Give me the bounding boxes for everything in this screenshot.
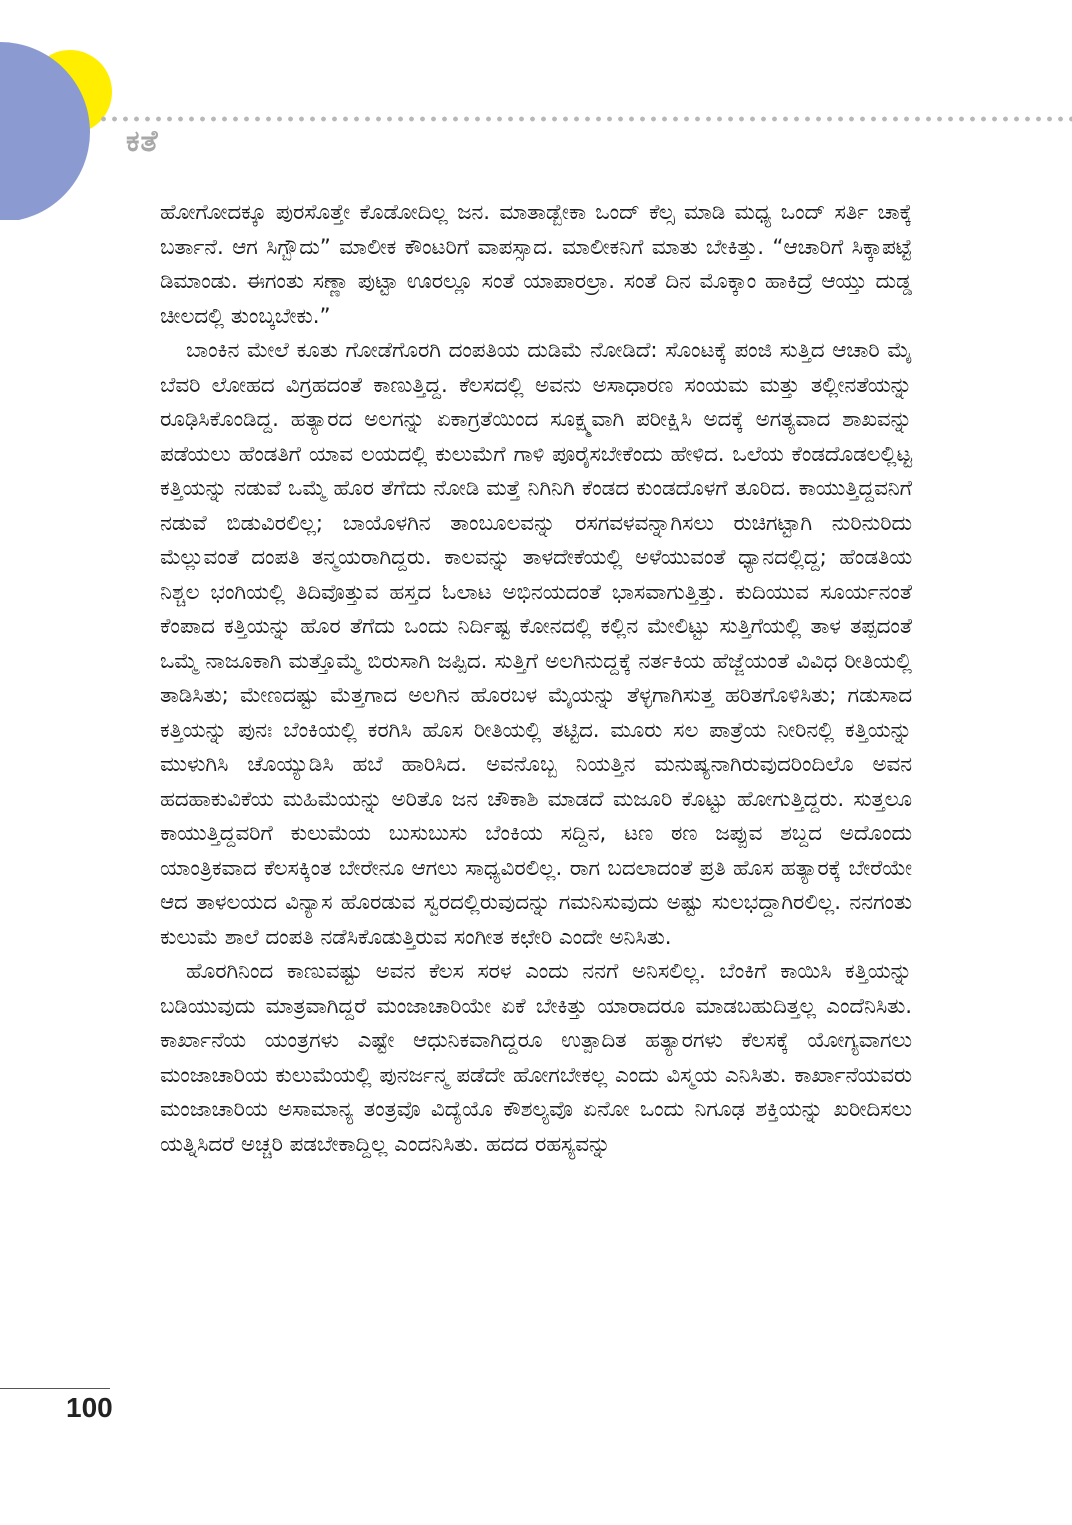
page-number: 100 [66,1392,113,1423]
decorative-circles [0,0,130,220]
footer-divider [0,1388,110,1389]
section-label: ಕತೆ [126,124,159,159]
dotted-divider [98,116,1072,122]
paragraph-3: ಹೊರಗಿನಿಂದ ಕಾಣುವಷ್ಟು ಅವನ ಕೆಲಸ ಸರಳ ಎಂದು ನನಗೆ ಅನಿಸಲಿಲ್ಲ. ಬೆಂಕಿಗೆ ಕಾಯಿಸಿ ಕತ್ತಿಯನ್ನು ಬಡಿಯುವುದು ಮಾತ್ರವಾಗಿದ್ದರೆ ಮಂಜಾಚಾರಿಯೇ ಏಕೆ ಬೇಕಿತ್ತು ಯಾರಾದರೂ ಮಾಡಬಹುದಿತ್ತಲ್ಲ ಎಂದೆನಿಸಿತು. ಕಾರ್ಖಾನೆಯ ಯಂತ್ರಗಳು ಎಷ್ಟೇ ಆಧುನಿಕವಾಗಿದ್ದರೂ ಉತ್ಪಾದಿತ ಹತ್ಯಾರಗಳು ಕೆಲಸಕ್ಕೆ ಯೋಗ್ಯವಾಗಲು ಮಂಜಾಚಾರಿಯ ಕುಲುಮೆಯಲ್ಲಿ ಪುನರ್ಜನ್ಮ ಪಡೆದೇ ಹೋಗಬೇಕಲ್ಲ ಎಂದು ವಿಸ್ಮಯ ಎನಿಸಿತು. ಕಾರ್ಖಾನೆಯವರು ಮಂಜಾಚಾರಿಯ ಅಸಾಮಾನ್ಯ ತಂತ್ರವೊ ವಿದ್ಯೆಯೊ ಕೌಶಲ್ಯವೊ ಏನೋ ಒಂದು ನಿಗೂಢ ಶಕ್ತಿಯನ್ನು ಖರೀದಿಸಲು ಯತ್ನಿಸಿದರೆ ಅಚ್ಚರಿ ಪಡಬೇಕಾದ್ದಿಲ್ಲ ಎಂದನಿಸಿತು. ಹದದ ರಹಸ್ಯವನ್ನು [160,959,912,1157]
story-body [160,196,912,1162]
paragraph-1: ಹೋಗೋದಕ್ಕೂ ಪುರಸೊತ್ತೇ ಕೊಡೋದಿಲ್ಲ ಜನ. ಮಾತಾಡ್ಬೇಕಾ ಒಂದ್ ಕೆಲ್ಸ ಮಾಡಿ ಮಧ್ಯ ಒಂದ್ ಸರ್ತಿ ಚಾಕ್ಕೆ ಬರ್ತಾನೆ. ಆಗ ಸಿಗ್ಬೌದು” ಮಾಲೀಕ ಕೌಂಟರಿಗೆ ವಾಪಸ್ಸಾದ. ಮಾಲೀಕನಿಗೆ ಮಾತು ಬೇಕಿತ್ತು. “ಆಚಾರಿಗೆ ಸಿಕ್ಕಾಪಟ್ಟೆ ಡಿಮಾಂಡು. ಈಗಂತು ಸಣ್ಣಾ ಪುಟ್ಟಾ ಊರಲ್ಲೂ ಸಂತೆ ಯಾಪಾರಲ್ರಾ. ಸಂತೆ ದಿನ ಮೊಕ್ಕಾಂ ಹಾಕಿದ್ರೆ ಆಯ್ತು ದುಡ್ಡ ಚೀಲದಲ್ಲಿ ತುಂಬ್ಕಬೇಕು.” [160,200,912,329]
paragraph-2: ಬಾಂಕಿನ ಮೇಲೆ ಕೂತು ಗೋಡೆಗೊರಗಿ ದಂಪತಿಯ ದುಡಿಮೆ ನೋಡಿದೆ: ಸೊಂಟಕ್ಕೆ ಪಂಜಿ ಸುತ್ತಿದ ಆಚಾರಿ ಮೈ ಬೆವರಿ ಲೋಹದ ವಿಗ್ರಹದಂತೆ ಕಾಣುತ್ತಿದ್ದ. ಕೆಲಸದಲ್ಲಿ ಅವನು ಅಸಾಧಾರಣ ಸಂಯಮ ಮತ್ತು ತಲ್ಲೀನತೆಯನ್ನು ರೂಢಿಸಿಕೊಂಡಿದ್ದ. ಹತ್ಯಾರದ ಅಲಗನ್ನು ಏಕಾಗ್ರತೆಯಿಂದ ಸೂಕ್ಷ್ಮವಾಗಿ ಪರೀಕ್ಷಿಸಿ ಅದಕ್ಕೆ ಅಗತ್ಯವಾದ ಶಾಖವನ್ನು ಪಡೆಯಲು ಹೆಂಡತಿಗೆ ಯಾವ ಲಯದಲ್ಲಿ ಕುಲುಮೆಗೆ ಗಾಳಿ ಪೂರೈಸಬೇಕೆಂದು ಹೇಳಿದ. ಒಲೆಯ ಕೆಂಡದೊಡಲಲ್ಲಿಟ್ಟ ಕತ್ತಿಯನ್ನು ನಡುವೆ ಒಮ್ಮೆ ಹೊರ ತೆಗೆದು ನೋಡಿ ಮತ್ತೆ ನಿಗಿನಿಗಿ ಕೆಂಡದ ಕುಂಡದೊಳಗೆ ತೂರಿದ. ಕಾಯುತ್ತಿದ್ದವನಿಗೆ ನಡುವೆ ಬಿಡುವಿರಲಿಲ್ಲ; ಬಾಯೊಳಗಿನ ತಾಂಬೂಲವನ್ನು ರಸಗವಳವನ್ನಾಗಿಸಲು ರುಚಿಗಟ್ಟಾಗಿ ನುರಿನುರಿದು ಮೆಲ್ಲುವಂತೆ ದಂಪತಿ ತನ್ಮಯರಾಗಿದ್ದರು. ಕಾಲವನ್ನು ತಾಳದೇಕೆಯಲ್ಲಿ ಅಳೆಯುವಂತೆ ಧ್ಯಾನದಲ್ಲಿದ್ದ; ಹೆಂಡತಿಯ ನಿಶ್ಚಲ ಭಂಗಿಯಲ್ಲಿ ತಿದಿವೊತ್ತುವ ಹಸ್ತದ ಓಲಾಟ ಅಭಿನಯದಂತೆ ಭಾಸವಾಗುತ್ತಿತ್ತು. ಕುದಿಯುವ ಸೂರ್ಯನಂತೆ ಕೆಂಪಾದ ಕತ್ತಿಯನ್ನು ಹೊರ ತೆಗೆದು ಒಂದು ನಿರ್ದಿಷ್ಟ ಕೋನದಲ್ಲಿ ಕಲ್ಲಿನ ಮೇಲಿಟ್ಟು ಸುತ್ತಿಗೆಯಲ್ಲಿ ತಾಳ ತಪ್ಪದಂತೆ ಒಮ್ಮೆ ನಾಜೂಕಾಗಿ ಮತ್ತೊಮ್ಮೆ ಬಿರುಸಾಗಿ ಜಪ್ಪಿದ. ಸುತ್ತಿಗೆ ಅಲಗಿನುದ್ದಕ್ಕೆ ನರ್ತಕಿಯ ಹೆಜ್ಜೆಯಂತೆ ವಿವಿಧ ರೀತಿಯಲ್ಲಿ ತಾಡಿಸಿತು; ಮೇಣದಷ್ಟು ಮೆತ್ತಗಾದ ಅಲಗಿನ ಹೊರಬಳ ಮೈಯನ್ನು ತೆಳ್ಳಗಾಗಿಸುತ್ತ ಹರಿತಗೊಳಿಸಿತು; ಗಡುಸಾದ ಕತ್ತಿಯನ್ನು ಪುನಃ ಬೆಂಕಿಯಲ್ಲಿ ಕರಗಿಸಿ ಹೊಸ ರೀತಿಯಲ್ಲಿ ತಟ್ಟಿದ. ಮೂರು ಸಲ ಪಾತ್ರೆಯ ನೀರಿನಲ್ಲಿ ಕತ್ತಿಯನ್ನು ಮುಳುಗಿಸಿ ಚೊಯ್ಯುಡಿಸಿ ಹಬೆ ಹಾರಿಸಿದ. ಅವನೊಬ್ಬ ನಿಯತ್ತಿನ ಮನುಷ್ಯನಾಗಿರುವುದರಿಂದಿಲೊ ಅವನ ಹದಹಾಕುವಿಕೆಯ ಮಹಿಮೆಯನ್ನು ಅರಿತೊ ಜನ ಚೌಕಾಶಿ ಮಾಡದೆ ಮಜೂರಿ ಕೊಟ್ಟು ಹೋಗುತ್ತಿದ್ದರು. ಸುತ್ತಲೂ ಕಾಯುತ್ತಿದ್ದವರಿಗೆ ಕುಲುಮೆಯ ಬುಸುಬುಸು ಬೆಂಕಿಯ ಸದ್ದಿನ, ಟಣ ಠಣ ಜಪ್ಪುವ ಶಬ್ದದ ಅದೊಂದು ಯಾಂತ್ರಿಕವಾದ ಕೆಲಸಕ್ಕಿಂತ ಬೇರೇನೂ ಆಗಲು ಸಾಧ್ಯವಿರಲಿಲ್ಲ. ರಾಗ ಬದಲಾದಂತೆ ಪ್ರತಿ ಹೊಸ ಹತ್ಯಾರಕ್ಕೆ ಬೇರೆಯೇ ಆದ ತಾಳಲಯದ ವಿನ್ಯಾಸ ಹೊರಡುವ ಸ್ವರದಲ್ಲಿರುವುದನ್ನು ಗಮನಿಸುವುದು ಅಷ್ಟು ಸುಲಭದ್ದಾಗಿರಲಿಲ್ಲ. ನನಗಂತು ಕುಲುಮೆ ಶಾಲೆ ದಂಪತಿ ನಡೆಸಿಕೊಡುತ್ತಿರುವ ಸಂಗೀತ ಕಛೇರಿ ಎಂದೇ ಅನಿಸಿತು. [160,338,912,950]
